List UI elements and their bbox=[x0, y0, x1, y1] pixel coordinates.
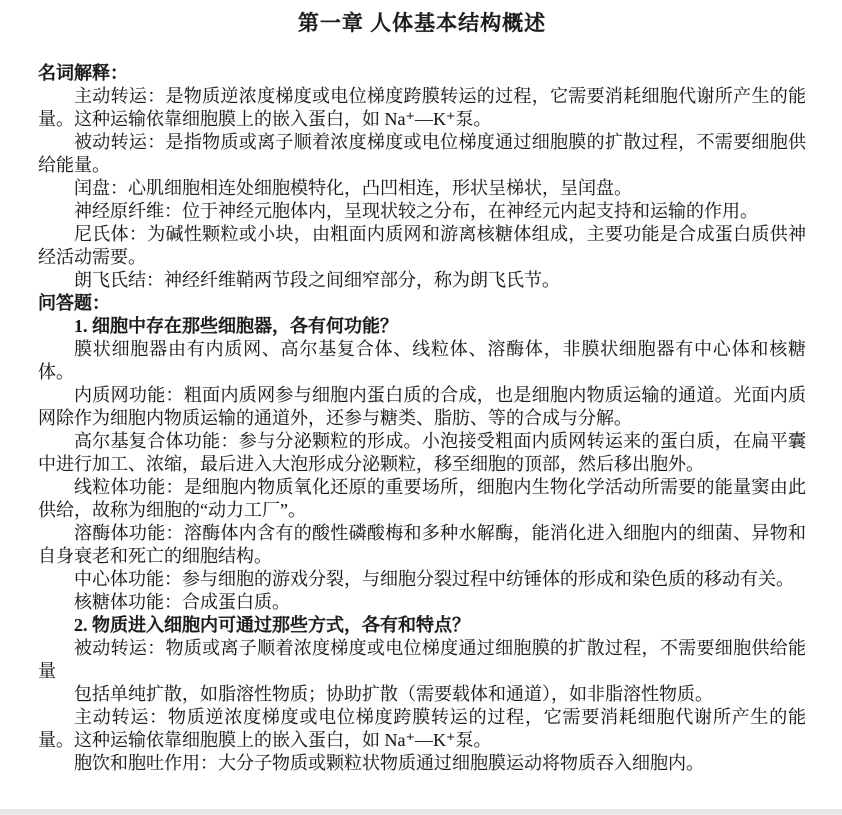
question-2-heading: 2. 物质进入细胞内可通过那些方式，各有和特点？ bbox=[74, 615, 470, 635]
term-definition-intercalated-disc: 闰盘：心肌细胞相连处细胞模特化，凸凹相连，形状呈梯状，呈闰盘。 bbox=[74, 178, 632, 198]
answer-2-paragraph-active-transport: 主动转运：物质逆浓度梯度或电位梯度跨膜转运的过程，它需要消耗细胞代谢所产生的能量。这种运输依靠细胞膜上的嵌入蛋白，如 Na⁺—K⁺泵。 bbox=[38, 707, 806, 750]
answer-2-paragraph-endocytosis-exocytosis: 胞饮和胞吐作用：大分子物质或颗粒状物质通过细胞膜运动将物质吞入细胞内。 bbox=[74, 753, 704, 773]
term-definition-passive-transport: 被动转运：是指物质或离子顺着浓度梯度或电位梯度通过细胞膜的扩散过程，不需要细胞供给能量。 bbox=[38, 132, 806, 175]
term-definition-neurofibril: 神经原纤维：位于神经元胞体内，呈现状较之分布，在神经元内起支持和运输的作用。 bbox=[74, 201, 758, 221]
answer-2-paragraph-diffusion-types: 包括单纯扩散，如脂溶性物质；协助扩散（需要载体和通道），如非脂溶性物质。 bbox=[74, 684, 713, 704]
term-definition-node-of-ranvier: 朗飞氏结：神经纤维鞘两节段之间细窄部分，称为朗飞氏节。 bbox=[74, 270, 560, 290]
answer-1-paragraph-golgi-function: 高尔基复合体功能：参与分泌颗粒的形成。小泡接受粗面内质网转运来的蛋白质，在扁平囊中进行加工、浓缩，最后进入大泡形成分泌颗粒，移至细胞的顶部，然后移出胞外。 bbox=[38, 431, 806, 474]
answer-1-paragraph-ribosome-function: 核糖体功能：合成蛋白质。 bbox=[74, 592, 290, 612]
scan-edge-artifact bbox=[0, 809, 842, 815]
answer-1-paragraph-er-function: 内质网功能：粗面内质网参与细胞内蛋白质的合成，也是细胞内物质运输的通道。光面内质网除作为细胞内物质运输的通道外，还参与糖类、脂肪、等的合成与分解。 bbox=[38, 385, 806, 428]
question-1-heading: 1. 细胞中存在那些细胞器，各有何功能？ bbox=[74, 316, 398, 336]
answer-1-paragraph-lysosome-function: 溶酶体功能：溶酶体内含有的酸性磷酸梅和多种水解酶，能消化进入细胞内的细菌、异物和自身衰老和死亡的细胞结构。 bbox=[38, 523, 806, 566]
section-term-definitions bbox=[38, 62, 806, 292]
answer-1-paragraph-organelles: 膜状细胞器由有内质网、高尔基复合体、线粒体、溶酶体，非膜状细胞器有中心体和核糖体。 bbox=[38, 339, 806, 382]
terms-section-heading: 名词解释： bbox=[38, 63, 128, 83]
answer-1-paragraph-centrosome-function: 中心体功能：参与细胞的游戏分裂，与细胞分裂过程中纺锤体的形成和染色质的移动有关。 bbox=[74, 569, 794, 589]
qa-section-heading: 问答题： bbox=[38, 293, 110, 313]
section-questions bbox=[38, 292, 806, 775]
chapter-title: 第一章 人体基本结构概述 bbox=[297, 11, 547, 35]
answer-2-paragraph-passive-transport: 被动转运：物质或离子顺着浓度梯度或电位梯度通过细胞膜的扩散过程，不需要细胞供给能量 bbox=[38, 638, 806, 681]
term-definition-nissl-body: 尼氏体：为碱性颗粒或小块，由粗面内质网和游离核糖体组成，主要功能是合成蛋白质供神经活动需要。 bbox=[38, 224, 806, 267]
term-definition-active-transport: 主动转运：是物质逆浓度梯度或电位梯度跨膜转运的过程，它需要消耗细胞代谢所产生的能量。这种运输依靠细胞膜上的嵌入蛋白，如 Na⁺—K⁺泵。 bbox=[38, 86, 806, 129]
answer-1-paragraph-mitochondria-function: 线粒体功能：是细胞内物质氧化还原的重要场所，细胞内生物化学活动所需要的能量窦由此供给，故称为细胞的“动力工厂”。 bbox=[38, 477, 806, 520]
